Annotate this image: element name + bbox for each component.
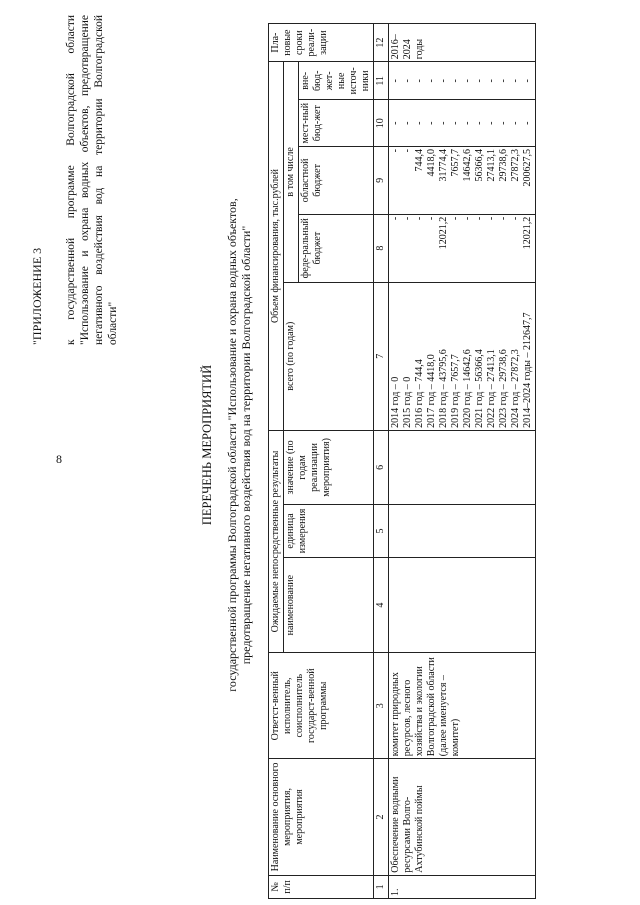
row-num: 1. <box>389 875 536 898</box>
year-amount: 2021 год – 56366,4 <box>474 349 485 428</box>
local-amount: - <box>486 121 497 125</box>
column-number-row <box>374 24 389 899</box>
regional-amount: 7657,7 <box>450 148 461 177</box>
row-local <box>389 100 536 147</box>
regional-amount: 29738,6 <box>498 148 509 182</box>
appendix-body: к государственной программе Волгоградской области "Использование и охрана водных объектов, предотвращение негативного воздействия вод на территории Волгоградской области" <box>65 15 119 345</box>
row-exp-unit <box>389 504 536 557</box>
col-exp-unit-header: единица измерения <box>284 504 374 557</box>
federal-amount: - <box>510 216 521 221</box>
year-amount: 2014 год – 0 <box>390 376 401 428</box>
row-federal <box>389 214 536 282</box>
row-total-by-years <box>389 282 536 430</box>
local-amount: - <box>510 121 521 125</box>
row-exp-value <box>389 430 536 504</box>
federal-amount: 12021,2 <box>438 216 449 250</box>
federal-amount: - <box>450 216 461 221</box>
local-amount: - <box>522 121 533 125</box>
col-local-header: мест-ный бюд-жет <box>299 100 374 147</box>
year-amount: 2016 год – 744,4 <box>414 359 425 428</box>
appendix-title: "ПРИЛОЖЕНИЕ 3 <box>30 247 44 345</box>
regional-amount: 27413,1 <box>486 148 497 182</box>
header-row-1 <box>269 24 284 899</box>
year-amount: 2014–2024 годы – 212647,7 <box>522 312 533 428</box>
column-number: 3 <box>374 653 389 759</box>
col-term-header: Пла-новые сроки реали-зации <box>269 24 374 62</box>
year-amount: 2019 год – 7657,7 <box>450 354 461 428</box>
row-name: Обеспечение водными ресурсами Волго-Ахтубинской поймы <box>389 759 536 876</box>
row-exp-name <box>389 557 536 652</box>
federal-amount: - <box>390 216 401 221</box>
local-amount: - <box>450 121 461 125</box>
column-number: 11 <box>374 62 389 100</box>
year-amount: 2015 год – 0 <box>402 376 413 428</box>
extra-amount: - <box>402 79 413 83</box>
row-extra <box>389 62 536 100</box>
federal-amount: - <box>474 216 485 221</box>
row-term: 2016– 2024 годы <box>389 24 536 62</box>
column-number: 12 <box>374 24 389 62</box>
year-amount: 2020 год – 14642,6 <box>462 349 473 428</box>
local-amount: - <box>474 121 485 125</box>
extra-amount: - <box>390 79 401 83</box>
extra-amount: - <box>426 79 437 83</box>
federal-amount: - <box>486 216 497 221</box>
col-exp-name-header: наименование <box>284 557 374 652</box>
year-amount: 2018 год – 43795,6 <box>438 349 449 428</box>
column-number: 8 <box>374 214 389 282</box>
column-number: 5 <box>374 504 389 557</box>
extra-amount: - <box>438 79 449 83</box>
col-num-header: № п/п <box>269 875 374 898</box>
regional-amount: - <box>402 148 413 153</box>
year-amount: 2022 год – 27413,1 <box>486 349 497 428</box>
extra-amount: - <box>486 79 497 83</box>
col-exp-value-header: значение (по годам реализации мероприятия) <box>284 430 374 504</box>
col-regional-header: областной бюджет <box>299 146 374 214</box>
measures-table <box>268 23 536 899</box>
row-regional <box>389 146 536 214</box>
row-executor: комитет природных ресурсов, лесного хозяйства и экологии Волгоградской области (далее именуется – комитет) <box>389 653 536 759</box>
extra-amount: - <box>498 79 509 83</box>
regional-amount: 4418,0 <box>426 148 437 177</box>
federal-amount: - <box>426 216 437 221</box>
column-number: 2 <box>374 759 389 876</box>
federal-amount: - <box>414 216 425 221</box>
document-title: ПЕРЕЧЕНЬ МЕРОПРИЯТИЙ <box>200 364 214 526</box>
appendix-block <box>30 15 120 345</box>
year-amount: 2023 год – 29738,6 <box>498 349 509 428</box>
regional-amount: 744,4 <box>414 148 425 172</box>
col-executor-header: Ответст-венный исполнитель, соисполнитель государст-венной программы <box>269 653 374 759</box>
col-expected-header: Ожидаемые непосредственные результаты <box>269 430 284 652</box>
regional-amount: - <box>390 148 401 153</box>
extra-amount: - <box>414 79 425 83</box>
regional-amount: 14642,6 <box>462 148 473 182</box>
document-heading <box>200 185 253 705</box>
local-amount: - <box>462 121 473 125</box>
federal-amount: - <box>402 216 413 221</box>
column-number: 6 <box>374 430 389 504</box>
document-subtitle: государственной программы Волгоградской области "Использование и охрана водных объектов, предотвращение негативного воздействия вод на территории Волгоградской области" <box>225 198 253 692</box>
regional-amount: 200627,5 <box>522 148 533 187</box>
page-number: 8 <box>56 452 62 466</box>
year-amount: 2024 год – 27872,3 <box>510 349 521 428</box>
table-row <box>389 24 536 899</box>
regional-amount: 56366,4 <box>474 148 485 182</box>
extra-amount: - <box>462 79 473 83</box>
col-federal-header: феде-ральный бюджет <box>299 214 374 282</box>
column-number: 7 <box>374 282 389 430</box>
local-amount: - <box>390 121 401 125</box>
local-amount: - <box>438 121 449 125</box>
col-total-header: всего (по годам) <box>284 282 374 430</box>
year-amount: 2017 год – 4418,0 <box>426 354 437 428</box>
extra-amount: - <box>474 79 485 83</box>
local-amount: - <box>414 121 425 125</box>
federal-amount: - <box>462 216 473 221</box>
regional-amount: 31774,4 <box>438 148 449 182</box>
col-name-header: Наименование основного мероприятия, мероприятия <box>269 759 374 876</box>
federal-amount: - <box>498 216 509 221</box>
column-number: 10 <box>374 100 389 147</box>
col-extra-header: вне-бюд-жет-ные источ-ники <box>299 62 374 100</box>
column-number: 9 <box>374 146 389 214</box>
federal-amount: 12021,2 <box>522 216 533 250</box>
local-amount: - <box>402 121 413 125</box>
extra-amount: - <box>510 79 521 83</box>
col-incl-header: в том числе <box>284 62 299 282</box>
extra-amount: - <box>522 79 533 83</box>
column-number: 1 <box>374 875 389 898</box>
column-number: 4 <box>374 557 389 652</box>
local-amount: - <box>498 121 509 125</box>
col-funding-header: Объем финансирования, тыс.рублей <box>269 62 284 431</box>
local-amount: - <box>426 121 437 125</box>
extra-amount: - <box>450 79 461 83</box>
regional-amount: 27872,3 <box>510 148 521 182</box>
